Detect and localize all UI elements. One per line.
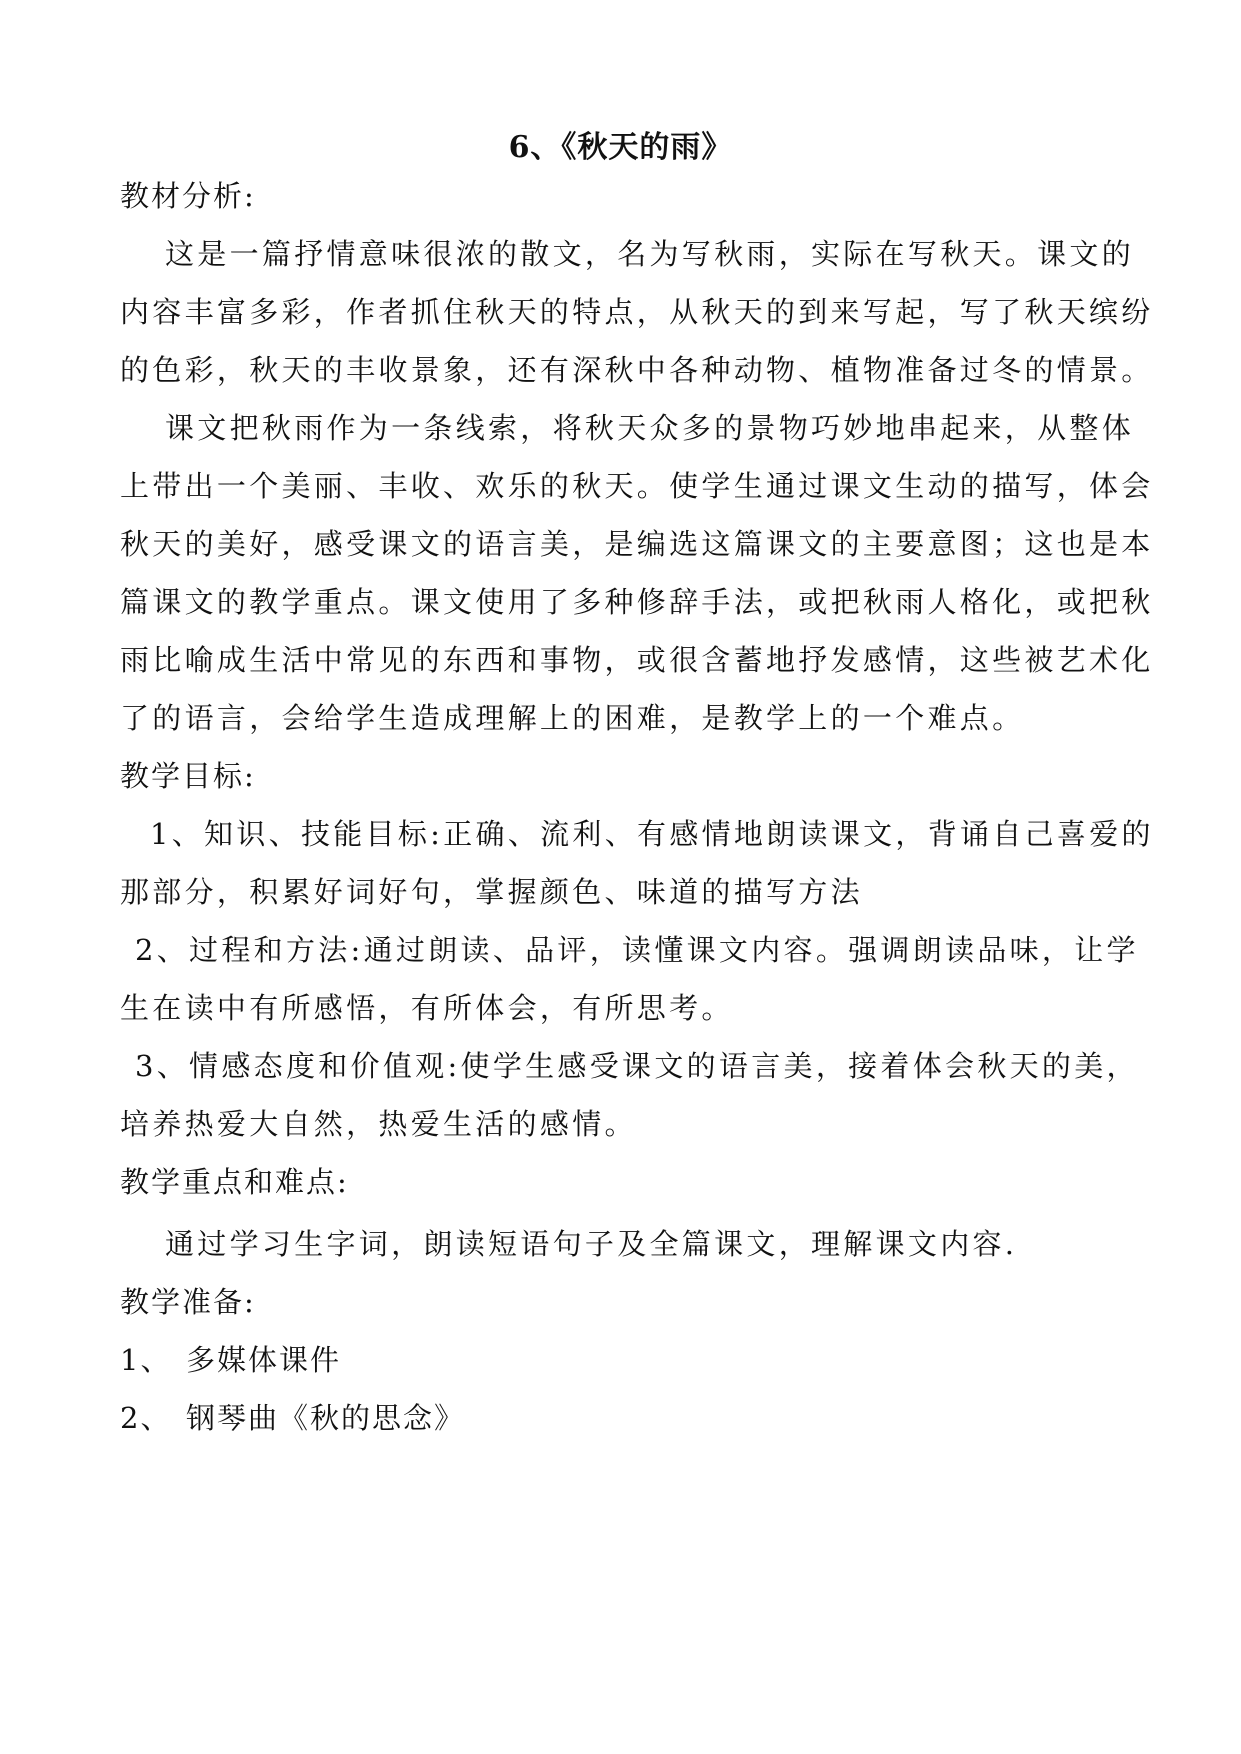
prep-item-1-number: 1、 xyxy=(120,1343,172,1377)
analysis-p2-line3: 秋天的美好，感受课文的语言美，是编选这篇课文的主要意图；这也是本 xyxy=(120,527,1154,561)
goal1-line1: 1、知识、技能目标:正确、流利、有感情地朗读课文，背诵自己喜爱的 xyxy=(150,817,1154,851)
page-title: 6、《秋天的雨》 xyxy=(508,130,733,165)
prep-item-1 xyxy=(120,1340,1125,1380)
keypoints-text: 通过学习生字词，朗读短语句子及全篇课文，理解课文内容. xyxy=(165,1227,1018,1261)
prep-item-1-text: 多媒体课件 xyxy=(186,1343,342,1377)
goal1-line2: 那部分，积累好词好句，掌握颜色、味道的描写方法 xyxy=(120,875,863,909)
analysis-p2-line5: 雨比喻成生活中常见的东西和事物，或很含蓄地抒发感情，这些被艺术化 xyxy=(120,643,1154,677)
analysis-p2-line2: 上带出一个美丽、丰收、欢乐的秋天。使学生通过课文生动的描写，体会 xyxy=(120,469,1154,503)
prep-item-2 xyxy=(120,1398,1125,1438)
goal3-line1: 3、情感态度和价值观:使学生感受课文的语言美，接着体会秋天的美， xyxy=(135,1049,1139,1083)
goal3-line2: 培养热爱大自然，热爱生活的感情。 xyxy=(120,1107,637,1141)
analysis-p1-line1: 这是一篇抒情意味很浓的散文，名为写秋雨，实际在写秋天。课文的 xyxy=(165,237,1135,271)
prep-item-2-number: 2、 xyxy=(120,1401,172,1435)
analysis-p1-line2: 内容丰富多彩，作者抓住秋天的特点，从秋天的到来写起，写了秋天缤纷 xyxy=(120,295,1154,329)
analysis-p1-line3: 的色彩，秋天的丰收景象，还有深秋中各种动物、植物准备过冬的情景。 xyxy=(120,353,1154,387)
prep-heading: 教学准备: xyxy=(120,1285,256,1319)
goals-heading: 教学目标: xyxy=(120,759,256,793)
analysis-p2-line1: 课文把秋雨作为一条线索，将秋天众多的景物巧妙地串起来，从整体 xyxy=(165,411,1135,445)
keypoints-heading: 教学重点和难点: xyxy=(120,1165,349,1199)
goal2-line2: 生在读中有所感悟，有所体会，有所思考。 xyxy=(120,991,734,1025)
analysis-p2-line4: 篇课文的教学重点。课文使用了多种修辞手法，或把秋雨人格化，或把秋 xyxy=(120,585,1154,619)
prep-item-2-text: 钢琴曲《秋的思念》 xyxy=(186,1401,466,1435)
analysis-p2-line6: 了的语言，会给学生造成理解上的困难，是教学上的一个难点。 xyxy=(120,701,1025,735)
analysis-heading: 教材分析: xyxy=(120,179,256,213)
goal2-line1: 2、过程和方法:通过朗读、品评，读懂课文内容。强调朗读品味，让学 xyxy=(135,933,1139,967)
